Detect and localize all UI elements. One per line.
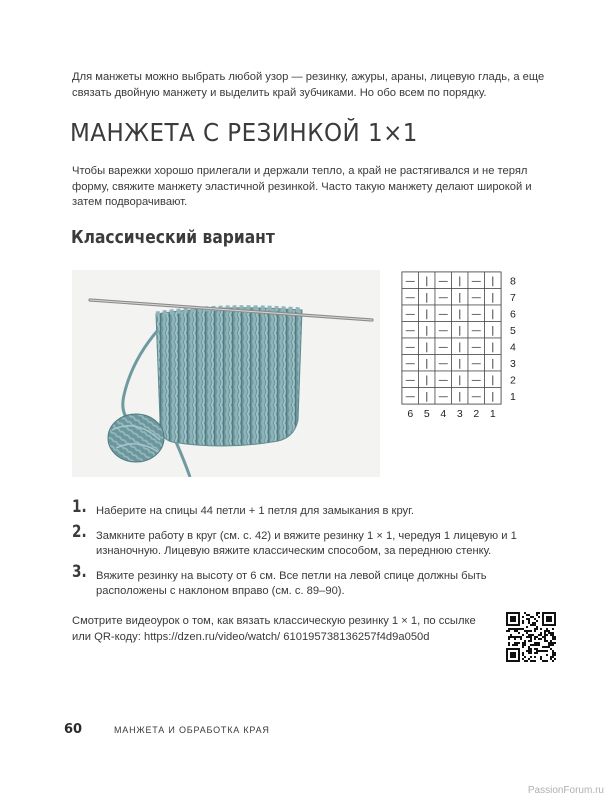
qr-module [528, 652, 530, 654]
qr-module [546, 650, 548, 652]
qr-module [554, 642, 556, 644]
qr-module [522, 616, 524, 618]
qr-module [522, 654, 524, 656]
qr-module [528, 634, 530, 636]
qr-module [536, 620, 538, 622]
chart-stitch-symbol: — [471, 275, 482, 287]
qr-module [540, 628, 542, 630]
qr-module [508, 636, 510, 638]
qr-module [544, 634, 546, 636]
chart-row-number: 1 [510, 390, 516, 403]
qr-module [522, 634, 524, 636]
step-text: Замкните работу в круг (см. с. 42) и вяжите резинку 1 × 1, чередуя 1 лицевую и 1 изнаночную. Лицевую вяжите классическим способом, за переднюю стенку. [96, 529, 517, 557]
qr-module [526, 632, 528, 634]
qr-module [552, 642, 554, 644]
qr-module [544, 640, 546, 642]
chart-stitch-symbol: | [458, 308, 462, 320]
chart-stitch-symbol: | [458, 374, 462, 386]
chart-stitch-symbol: — [438, 275, 449, 287]
qr-module [536, 650, 538, 652]
qr-module [508, 642, 510, 644]
qr-module [522, 652, 524, 654]
qr-module [534, 628, 536, 630]
qr-module [528, 614, 530, 616]
qr-module [536, 614, 538, 616]
qr-module [550, 656, 552, 658]
qr-finder-inner [546, 616, 552, 622]
chart-stitch-symbol: | [491, 358, 495, 370]
steps-list [72, 497, 554, 609]
qr-module [534, 624, 536, 626]
qr-module [538, 642, 540, 644]
subsection-heading: Классический вариант [71, 227, 275, 248]
qr-module [526, 618, 528, 620]
qr-module [548, 632, 550, 634]
qr-module [528, 618, 530, 620]
qr-module [532, 624, 534, 626]
qr-module [536, 648, 538, 650]
chart-stitch-symbol: | [458, 292, 462, 304]
chart-row-number: 6 [510, 308, 516, 321]
qr-module [552, 654, 554, 656]
qr-module [550, 658, 552, 660]
chart-stitch-symbol: — [405, 374, 416, 386]
chart-stitch-symbol: | [458, 325, 462, 337]
qr-module [528, 658, 530, 660]
qr-module [544, 632, 546, 634]
qr-module [554, 652, 556, 654]
step-item [72, 521, 554, 560]
page-number: 60 [64, 722, 83, 737]
qr-module [538, 650, 540, 652]
qr-module [546, 628, 548, 630]
chart-stitch-symbol: — [438, 325, 449, 337]
qr-module [552, 644, 554, 646]
qr-module [526, 660, 528, 662]
qr-module [552, 650, 554, 652]
step-item [72, 561, 554, 600]
qr-module [546, 654, 548, 656]
qr-module [510, 634, 512, 636]
qr-module [512, 628, 514, 630]
qr-code[interactable] [506, 612, 556, 662]
qr-module [528, 646, 530, 648]
qr-module [506, 630, 508, 632]
qr-module [514, 630, 516, 632]
qr-module [544, 630, 546, 632]
qr-module [516, 628, 518, 630]
chart-stitch-symbol: — [438, 391, 449, 403]
chart-stitch-symbol: — [438, 374, 449, 386]
chart-stitch-symbol: | [491, 275, 495, 287]
qr-module [540, 658, 542, 660]
chart-stitch-symbol: | [425, 391, 429, 403]
chart-stitch-symbol: — [438, 341, 449, 353]
qr-module [542, 650, 544, 652]
rib-pattern-chart [400, 270, 540, 422]
qr-module [526, 614, 528, 616]
qr-module [524, 612, 526, 614]
qr-module [522, 628, 524, 630]
chart-stitch-symbol: — [471, 374, 482, 386]
qr-module [546, 660, 548, 662]
qr-module [552, 656, 554, 658]
qr-module [530, 644, 532, 646]
qr-module [522, 620, 524, 622]
chart-row-number: 8 [510, 275, 516, 288]
qr-module [530, 648, 532, 650]
qr-module [528, 648, 530, 650]
qr-module [528, 640, 530, 642]
chart-stitch-symbol: — [471, 341, 482, 353]
chart-stitch-symbol: — [405, 358, 416, 370]
qr-module [526, 636, 528, 638]
qr-module [530, 640, 532, 642]
qr-module [514, 628, 516, 630]
qr-module [508, 638, 510, 640]
chart-row-number: 7 [510, 291, 516, 304]
qr-module [520, 636, 522, 638]
qr-module [512, 636, 514, 638]
qr-module [550, 640, 552, 642]
lead-paragraph: Чтобы варежки хорошо прилегали и держали тепло, а край не растягивался и не терял форму, свяжите манжету эластичной резинкой. Часто такую манжету делают широкой и затем подворачивают. [72, 165, 532, 208]
qr-module [528, 620, 530, 622]
chart-column-number: 2 [473, 408, 480, 420]
qr-module [516, 630, 518, 632]
qr-module [526, 650, 528, 652]
qr-module [528, 650, 530, 652]
qr-module [526, 630, 528, 632]
qr-module [526, 626, 528, 628]
chart-row-number: 5 [510, 324, 516, 337]
qr-module [538, 644, 540, 646]
qr-module [534, 630, 536, 632]
chart-stitch-symbol: | [491, 292, 495, 304]
qr-module [552, 628, 554, 630]
step-number: 3. [72, 561, 87, 582]
qr-module [514, 642, 516, 644]
qr-module [538, 634, 540, 636]
watermark: PassionForum.ru [527, 785, 604, 796]
qr-module [548, 630, 550, 632]
chart-column-number: 5 [423, 408, 430, 420]
qr-module [530, 630, 532, 632]
qr-module [542, 636, 544, 638]
qr-module [544, 638, 546, 640]
qr-module [508, 628, 510, 630]
chart-stitch-symbol: | [491, 341, 495, 353]
qr-module [532, 616, 534, 618]
qr-finder-inner [510, 652, 516, 658]
chart-stitch-symbol: — [405, 308, 416, 320]
qr-module [538, 612, 540, 614]
qr-module [512, 644, 514, 646]
qr-module [546, 646, 548, 648]
qr-module [522, 642, 524, 644]
knitted-rib-illustration [72, 270, 380, 477]
qr-module [546, 634, 548, 636]
qr-module [522, 658, 524, 660]
qr-module [554, 636, 556, 638]
qr-module [518, 628, 520, 630]
qr-module [552, 638, 554, 640]
qr-module [538, 638, 540, 640]
qr-module [508, 644, 510, 646]
qr-module [540, 634, 542, 636]
chart-stitch-symbol: | [491, 374, 495, 386]
qr-module [544, 646, 546, 648]
qr-module [534, 656, 536, 658]
chart-stitch-symbol: | [491, 308, 495, 320]
qr-module [544, 660, 546, 662]
qr-module [530, 634, 532, 636]
qr-code-image [506, 612, 556, 662]
chart-stitch-symbol: | [425, 292, 429, 304]
qr-module [530, 616, 532, 618]
qr-module [536, 642, 538, 644]
qr-module [528, 636, 530, 638]
qr-module [540, 632, 542, 634]
qr-module [540, 638, 542, 640]
video-link-paragraph: Смотрите видеоурок о том, как вязать классическую резинку 1 × 1, по ссылке или QR-коду: https://dzen.ru/video/watch/ 610195738136257f4d9a050d [72, 615, 476, 643]
step-text: Вяжите резинку на высоту от 6 см. Все петли на левой спице должны быть расположены с наклоном вправо (см. с. 89–90). [96, 569, 487, 597]
chart-column-number: 3 [456, 408, 463, 420]
qr-module [552, 632, 554, 634]
qr-module [536, 628, 538, 630]
qr-module [510, 628, 512, 630]
qr-module [542, 646, 544, 648]
qr-module [534, 652, 536, 654]
chart-stitch-symbol: | [491, 391, 495, 403]
chart-stitch-symbol: — [471, 325, 482, 337]
qr-module [536, 612, 538, 614]
qr-module [548, 644, 550, 646]
qr-module [536, 636, 538, 638]
qr-module [522, 646, 524, 648]
chart-stitch-symbol: | [458, 341, 462, 353]
qr-module [530, 636, 532, 638]
running-footer-title: МАНЖЕТА И ОБРАБОТКА КРАЯ [114, 725, 270, 735]
qr-module [552, 652, 554, 654]
qr-module [520, 628, 522, 630]
qr-module [528, 622, 530, 624]
qr-module [524, 640, 526, 642]
qr-module [536, 626, 538, 628]
qr-module [544, 636, 546, 638]
qr-module [508, 630, 510, 632]
chart-stitch-symbol: | [458, 275, 462, 287]
qr-module [538, 616, 540, 618]
step-item [72, 497, 554, 520]
qr-module [518, 642, 520, 644]
chart-stitch-symbol: — [405, 341, 416, 353]
qr-module [544, 650, 546, 652]
chart-stitch-symbol: — [438, 308, 449, 320]
qr-module [534, 622, 536, 624]
qr-module [522, 644, 524, 646]
qr-module [514, 644, 516, 646]
qr-module [530, 656, 532, 658]
chart-column-number: 1 [489, 408, 496, 420]
chart-stitch-symbol: — [438, 358, 449, 370]
qr-module [552, 660, 554, 662]
qr-module [532, 644, 534, 646]
qr-finder-inner [510, 616, 516, 622]
chart-stitch-symbol: — [405, 325, 416, 337]
qr-module [524, 656, 526, 658]
qr-module [524, 642, 526, 644]
qr-module [550, 634, 552, 636]
qr-module [524, 660, 526, 662]
qr-module [554, 658, 556, 660]
chart-stitch-symbol: | [425, 358, 429, 370]
qr-module [546, 640, 548, 642]
qr-module [518, 632, 520, 634]
qr-module [552, 634, 554, 636]
step-number: 1. [72, 497, 87, 517]
section-heading: МАНЖЕТА С РЕЗИНКОЙ 1×1 [70, 118, 418, 147]
qr-module [540, 656, 542, 658]
qr-module [532, 622, 534, 624]
qr-module [550, 642, 552, 644]
chart-stitch-symbol: | [458, 391, 462, 403]
chart-stitch-symbol: — [471, 358, 482, 370]
qr-module [530, 652, 532, 654]
step-number: 2. [72, 521, 87, 542]
chart-stitch-symbol: | [425, 308, 429, 320]
qr-module [514, 636, 516, 638]
qr-module [534, 644, 536, 646]
qr-module [530, 650, 532, 652]
qr-module [534, 636, 536, 638]
chart-stitch-symbol: — [405, 275, 416, 287]
qr-module [532, 634, 534, 636]
intro-paragraph: Для манжеты можно выбрать любой узор — резинку, ажуры, араны, лицевую гладь, а еще связать двойную манжету и выделить край зубчиками. Но обо всем по порядку. [72, 71, 545, 99]
chart-stitch-symbol: — [405, 391, 416, 403]
chart-stitch-symbol: | [425, 275, 429, 287]
chart-stitch-symbol: — [405, 292, 416, 304]
qr-module [542, 660, 544, 662]
chart-row-number: 4 [510, 341, 516, 354]
qr-module [540, 650, 542, 652]
qr-module [534, 618, 536, 620]
qr-module [516, 636, 518, 638]
knitting-photo [72, 270, 380, 477]
qr-module [550, 632, 552, 634]
qr-module [554, 638, 556, 640]
chart-stitch-symbol: — [471, 391, 482, 403]
qr-module [518, 636, 520, 638]
chart-grid [400, 270, 540, 422]
qr-module [524, 630, 526, 632]
chart-stitch-symbol: — [471, 308, 482, 320]
qr-module [552, 636, 554, 638]
qr-module [536, 644, 538, 646]
chart-stitch-symbol: | [425, 325, 429, 337]
qr-module [546, 630, 548, 632]
qr-module [514, 638, 516, 640]
chart-stitch-symbol: | [425, 341, 429, 353]
qr-module [524, 644, 526, 646]
qr-module [534, 642, 536, 644]
qr-module [530, 624, 532, 626]
qr-module [532, 660, 534, 662]
qr-module [522, 622, 524, 624]
qr-module [536, 652, 538, 654]
qr-module [534, 648, 536, 650]
chart-column-number: 6 [407, 408, 414, 420]
chart-stitch-symbol: — [471, 292, 482, 304]
qr-module [516, 644, 518, 646]
chart-stitch-symbol: | [458, 358, 462, 370]
chart-row-number: 3 [510, 357, 516, 370]
chart-row-number: 2 [510, 374, 516, 387]
qr-module [528, 630, 530, 632]
qr-module [548, 646, 550, 648]
qr-module [510, 636, 512, 638]
step-text: Наберите на спицы 44 петли + 1 петля для замыкания в круг. [96, 505, 414, 517]
chart-stitch-symbol: | [425, 374, 429, 386]
qr-module [520, 638, 522, 640]
chart-stitch-symbol: — [438, 292, 449, 304]
qr-module [534, 660, 536, 662]
qr-module [530, 638, 532, 640]
qr-module [550, 648, 552, 650]
qr-module [530, 660, 532, 662]
qr-module [516, 642, 518, 644]
qr-module [554, 654, 556, 656]
qr-module [550, 644, 552, 646]
qr-module [534, 638, 536, 640]
chart-stitch-symbol: | [491, 325, 495, 337]
qr-module [548, 642, 550, 644]
chart-column-number: 4 [440, 408, 447, 420]
